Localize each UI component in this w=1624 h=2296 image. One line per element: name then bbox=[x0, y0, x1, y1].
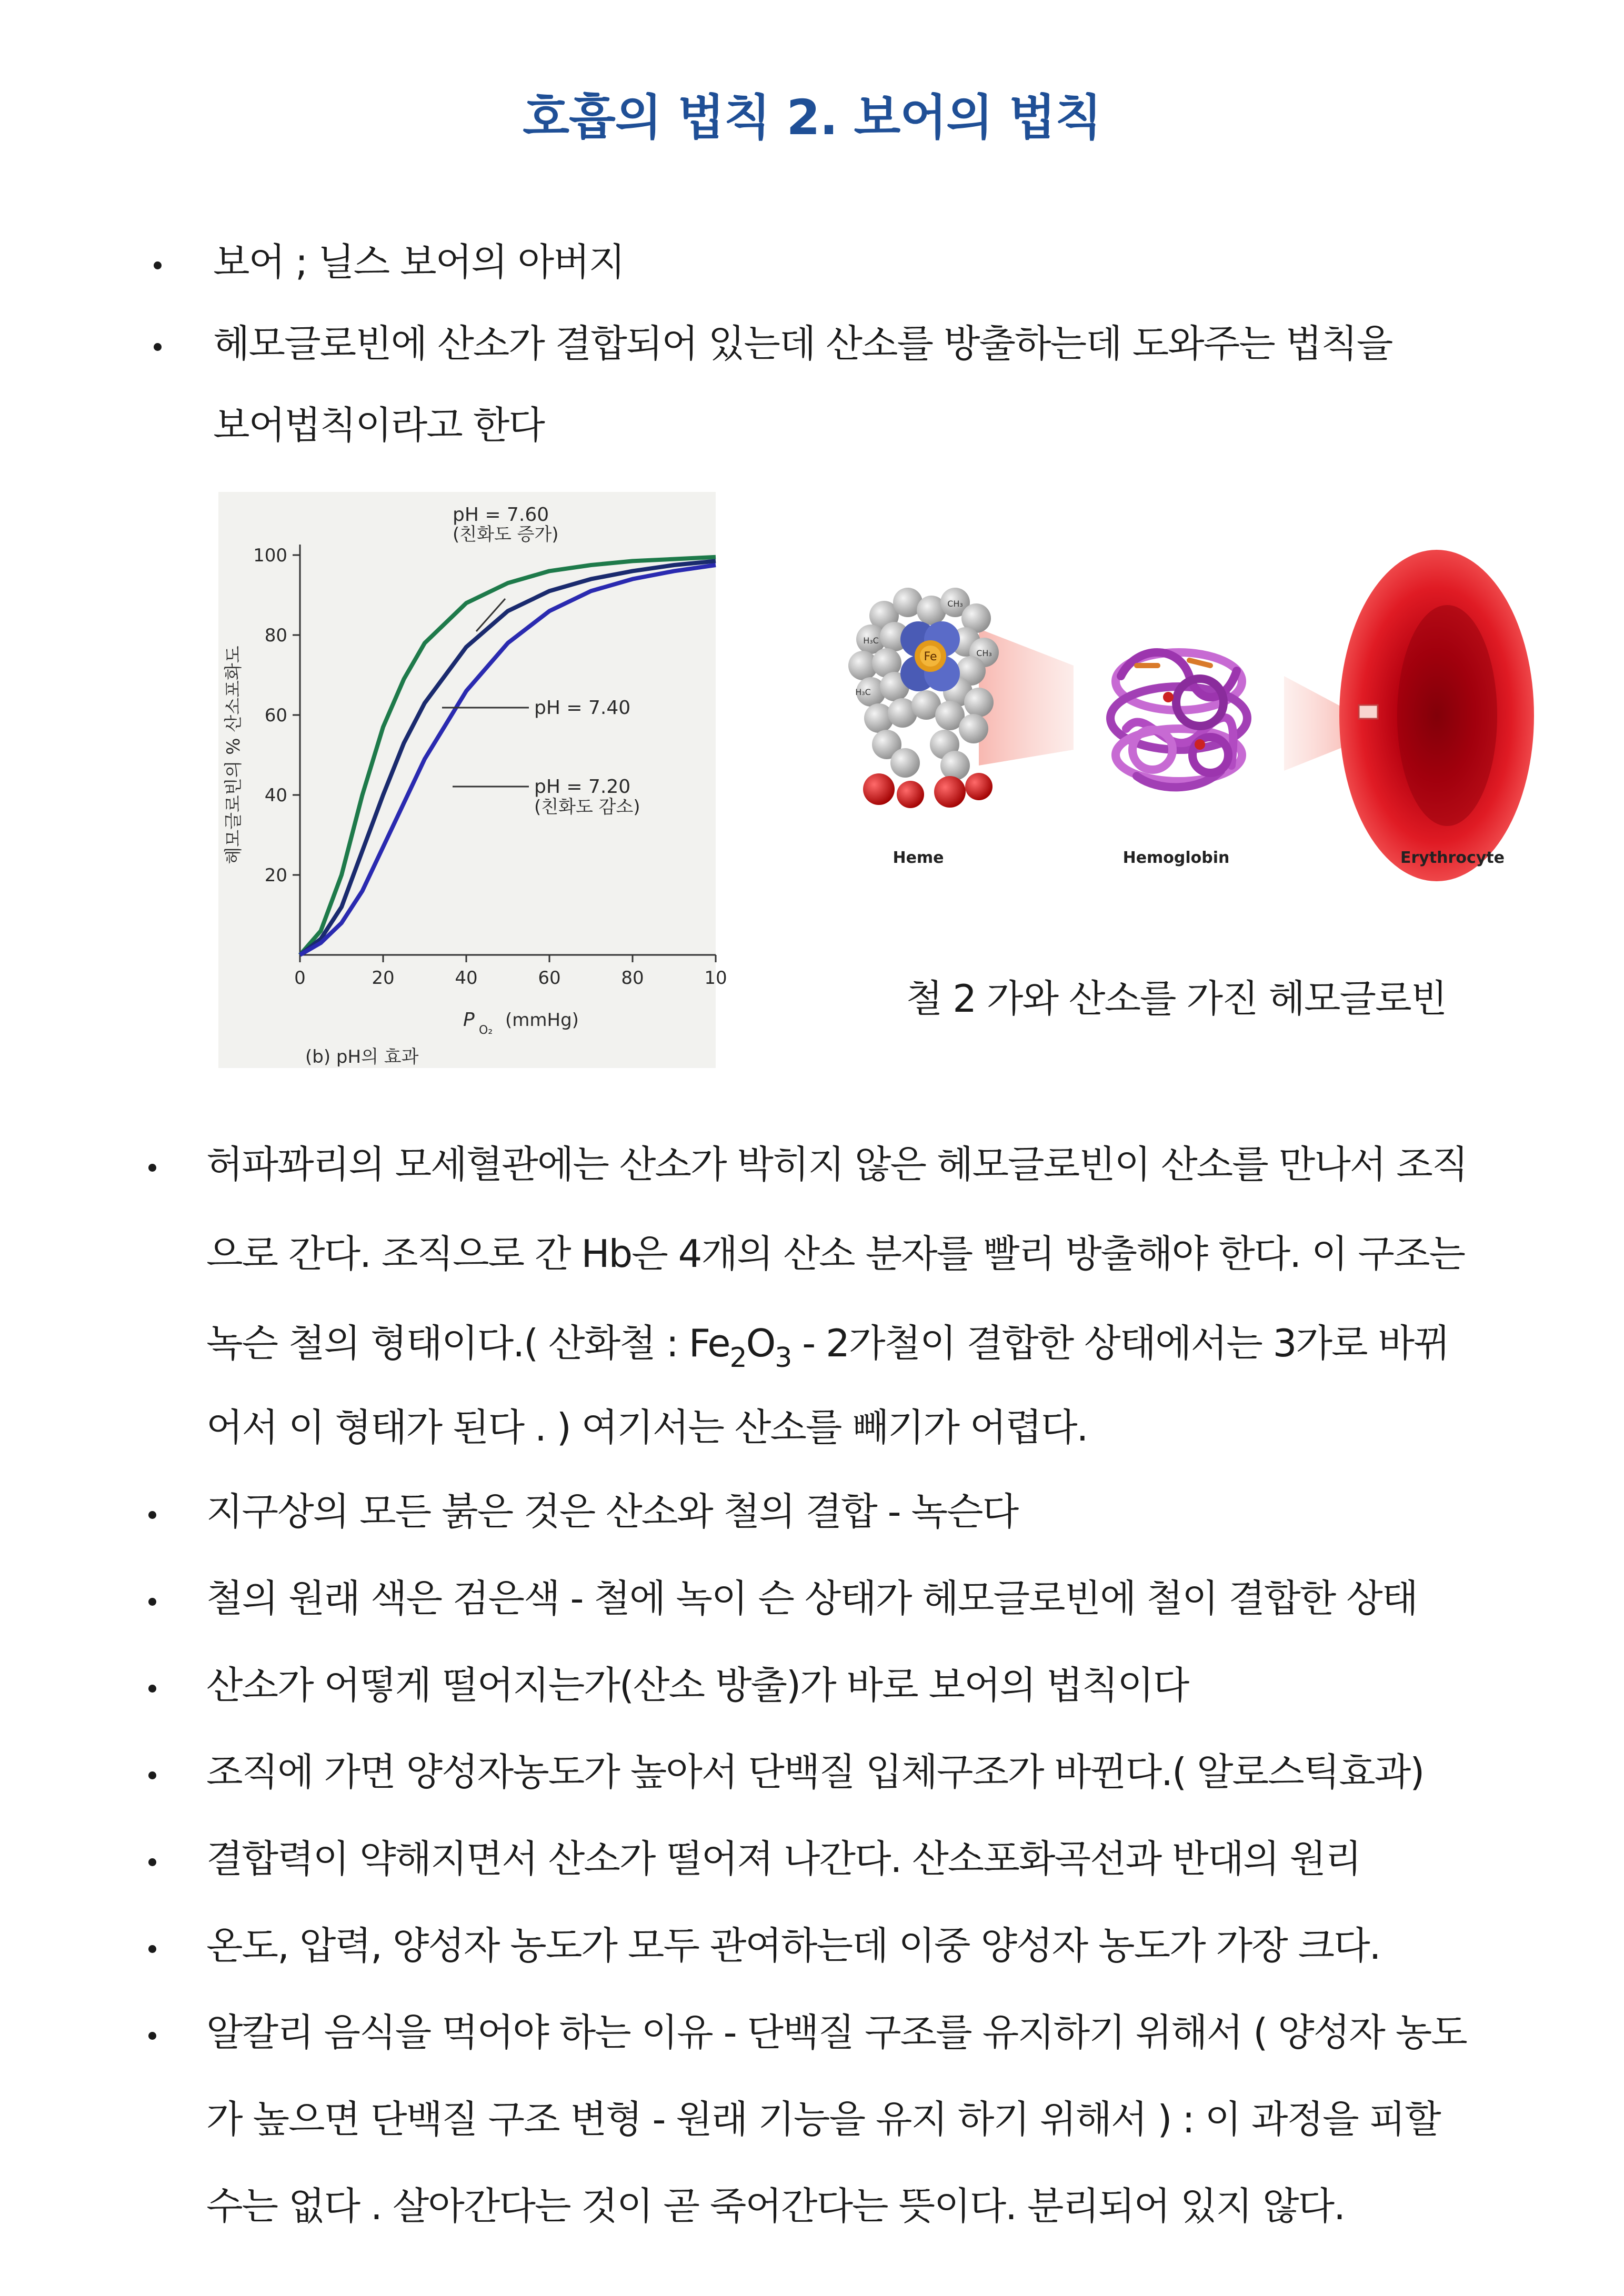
chart-xtick-label-5: 10 bbox=[704, 968, 727, 989]
body-bullet-1-line-3: 녹슨 철의 형태이다.( 산화철 : $Fe_2O_3 - 2$가철이 결합한 상태에서는 3가로 바뀌 bbox=[206, 1321, 1449, 1374]
chart-series-label-2: pH = 7.20 bbox=[534, 776, 631, 798]
body-bullet-2: 지구상의 모든 붉은 것은 산소와 철의 결합 - 녹슨다 bbox=[206, 1489, 1018, 1534]
chart-xlabel-unit: (mmHg) bbox=[505, 1010, 579, 1031]
chart-series-note-2: (친화도 감소) bbox=[534, 797, 640, 818]
body-bullet-dot-3 bbox=[148, 1598, 156, 1606]
heme-label: Heme bbox=[893, 849, 944, 867]
chart-xtick-label-4: 80 bbox=[621, 968, 644, 989]
chart-xtick-label-0: 0 bbox=[294, 968, 306, 989]
chart-ytick-label-1: 40 bbox=[264, 785, 287, 806]
intro-bullet-2-line-1: 헤모글로빈에 산소가 결합되어 있는데 산소를 방출하는데 도와주는 법칙을 bbox=[213, 321, 1392, 366]
chart-svg bbox=[218, 492, 727, 1068]
intro-bullet-dot-2 bbox=[154, 343, 162, 351]
chart-footnote: (b) pH의 효과 bbox=[305, 1046, 419, 1068]
chart-xtick-label-3: 60 bbox=[538, 968, 561, 989]
chart-series-label-1: pH = 7.40 bbox=[534, 697, 631, 719]
chart-ytick-label-0: 20 bbox=[264, 865, 287, 886]
chart-series-line-1 bbox=[300, 561, 716, 955]
page-title: 호흡의 법칙 2. 보어의 법칙 bbox=[523, 89, 1101, 146]
body-bullet-8-line-1: 알칼리 음식을 먹어야 하는 이유 - 단백질 구조를 유지하기 위해서 ( 양성자 농도 bbox=[206, 2010, 1467, 2055]
body-bullet-dot-6 bbox=[148, 1858, 156, 1866]
oxygen-saturation-chart bbox=[218, 492, 727, 1068]
hemoglobin-icon bbox=[1110, 652, 1247, 787]
chart-ytick-label-3: 80 bbox=[264, 625, 287, 646]
heme-ch3-label-2: CH₃ bbox=[976, 648, 992, 658]
body-bullet-5: 조직에 가면 양성자농도가 높아서 단백질 입체구조가 바뀐다.( 알로스틱효과) bbox=[206, 1750, 1424, 1794]
chart-xlabel-sub: O₂ bbox=[479, 1024, 493, 1037]
heme-molecule-icon bbox=[848, 588, 999, 808]
heme-h3c-label-1: H₃C bbox=[863, 636, 879, 646]
body-bullet-dot-8 bbox=[148, 2032, 156, 2040]
heme-hemoglobin-diagram bbox=[821, 545, 1531, 881]
erythrocyte-icon bbox=[1339, 550, 1534, 881]
diagram-caption: 철 2 가와 산소를 가진 헤모글로빈 bbox=[906, 976, 1447, 1021]
body-bullet-3: 철의 원래 색은 검은색 - 철에 녹이 슨 상태가 헤모글로빈에 철이 결합한 상태 bbox=[206, 1576, 1418, 1620]
body-bullet-1-line-2: 으로 간다. 조직으로 간 Hb은 4개의 산소 분자를 빨리 방출해야 한다. 이 구조는 bbox=[206, 1232, 1465, 1276]
body-bullet-6: 결합력이 약해지면서 산소가 떨어져 나간다. 산소포화곡선과 반대의 원리 bbox=[206, 1837, 1361, 1881]
body-bullet-1-line-1: 허파꽈리의 모세혈관에는 산소가 박히지 않은 헤모글로빈이 산소를 만나서 조직 bbox=[206, 1142, 1468, 1186]
chart-series-line-2 bbox=[300, 565, 716, 955]
chart-series-label-0: pH = 7.60 bbox=[453, 504, 549, 526]
heme-h3c-label-2: H₃C bbox=[855, 687, 871, 697]
chart-ytick-label-2: 60 bbox=[264, 705, 287, 726]
body-bullet-8-line-3: 수는 없다 . 살아간다는 것이 곧 죽어간다는 뜻이다. 분리되어 있지 않다. bbox=[206, 2184, 1345, 2228]
erythrocyte-label: Erythrocyte bbox=[1400, 849, 1505, 867]
body-bullet-dot-2 bbox=[148, 1511, 156, 1519]
body-bullet-dot-5 bbox=[148, 1771, 156, 1779]
body-bullet-4: 산소가 어떻게 떨어지는가(산소 방출)가 바로 보어의 법칙이다 bbox=[206, 1663, 1189, 1707]
body-bullet-dot-4 bbox=[148, 1685, 156, 1693]
chart-ylabel: 헤모글로빈의 % 산소포화도 bbox=[223, 646, 244, 864]
heme-ch3-label-1: CH₃ bbox=[947, 599, 963, 609]
heme-fe-label: Fe bbox=[924, 650, 937, 663]
chart-ytick-label-4: 100 bbox=[253, 545, 287, 566]
intro-bullet-1: 보어 ; 닐스 보어의 아버지 bbox=[213, 240, 625, 284]
chart-series-line-0 bbox=[300, 557, 716, 955]
body-bullet-8-line-2: 가 높으면 단백질 구조 변형 - 원래 기능을 유지 하기 위해서 ) : 이 과정을 피할 bbox=[206, 2097, 1440, 2141]
body-bullet-dot-7 bbox=[148, 1945, 156, 1953]
body-bullet-dot-1 bbox=[148, 1164, 156, 1172]
intro-bullet-dot-1 bbox=[154, 261, 162, 269]
chart-xlabel: P bbox=[463, 1009, 475, 1031]
body-bullet-1-line-4: 어서 이 형태가 된다 . ) 여기서는 산소를 빼기가 어렵다. bbox=[206, 1405, 1088, 1449]
chart-xtick-label-2: 40 bbox=[455, 968, 478, 989]
chart-xtick-label-1: 20 bbox=[372, 968, 395, 989]
hemoglobin-label: Hemoglobin bbox=[1122, 849, 1230, 867]
chart-series-note-0: (친화도 증가) bbox=[453, 524, 559, 545]
body-bullet-7: 온도, 압력, 양성자 농도가 모두 관여하는데 이중 양성자 농도가 가장 크다. bbox=[206, 1924, 1380, 1968]
intro-bullet-2-line-2: 보어법칙이라고 한다 bbox=[213, 403, 544, 447]
